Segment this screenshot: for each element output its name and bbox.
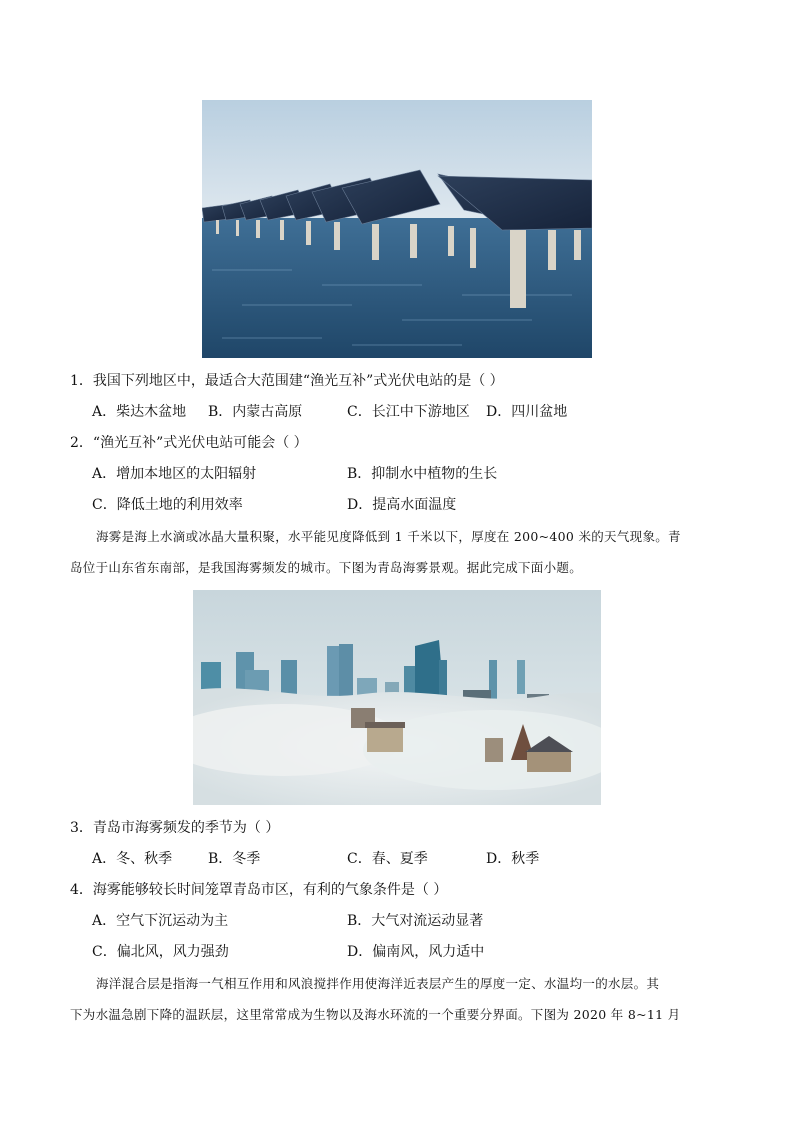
- question-4-option-a: A．空气下沉运动为主: [92, 913, 229, 929]
- question-4-stem: 4．海雾能够较长时间笼罩青岛市区，有利的气象条件是（ ）: [70, 882, 448, 898]
- question-1-stem: 1．我国下列地区中，最适合大范围建“渔光互补”式光伏电站的是（ ）: [70, 373, 504, 389]
- question-2-option-b: B．抑制水中植物的生长: [347, 466, 498, 482]
- fog-passage-line-2: 岛位于山东省东南部，是我国海雾频发的城市。下图为青岛海雾景观。据此完成下面小题。: [70, 560, 583, 575]
- solar-panel-illustration: [202, 100, 592, 358]
- mixed-layer-passage-line-2: 下为水温急剧下降的温跃层，这里常常成为生物以及海水环流的一个重要分界面。下图为 2020 年 8~11 月: [70, 1007, 681, 1022]
- question-3-option-b: B．冬季: [208, 851, 261, 867]
- question-4-option-b: B．大气对流运动显著: [347, 913, 484, 929]
- mixed-layer-passage-line-1: 海洋混合层是指海一气相互作用和风浪搅拌作用使海洋近表层产生的厚度一定、水温均一的水层。其: [96, 976, 660, 991]
- question-3-option-d: D．秋季: [486, 851, 540, 867]
- question-2-option-a: A．增加本地区的太阳辐射: [92, 466, 257, 482]
- question-1-option-b: B．内蒙古高原: [208, 404, 303, 420]
- question-2-option-d: D．提高水面温度: [347, 497, 457, 513]
- question-2-option-c: C．降低土地的利用效率: [92, 497, 243, 513]
- fog-passage-line-1: 海雾是海上水滴或冰晶大量积聚，水平能见度降低到 1 千米以下，厚度在 200~400 米的天气现象。青: [96, 529, 681, 544]
- question-3-option-c: C．春、夏季: [347, 851, 428, 867]
- question-1-option-d: D．四川盆地: [486, 404, 568, 420]
- solar-fishery-photo: [202, 100, 592, 358]
- question-1-option-a: A．柴达木盆地: [92, 404, 187, 420]
- question-1-option-c: C．长江中下游地区: [347, 404, 470, 420]
- question-4-option-c: C．偏北风，风力强劲: [92, 944, 229, 960]
- question-3-option-a: A．冬、秋季: [92, 851, 173, 867]
- sea-fog-cityscape-illustration: [193, 590, 601, 805]
- question-2-stem: 2．“渔光互补”式光伏电站可能会（ ）: [70, 435, 308, 451]
- question-4-option-d: D．偏南风，风力适中: [347, 944, 485, 960]
- question-3-stem: 3．青岛市海雾频发的季节为（ ）: [70, 820, 280, 836]
- qingdao-sea-fog-photo: [193, 590, 601, 805]
